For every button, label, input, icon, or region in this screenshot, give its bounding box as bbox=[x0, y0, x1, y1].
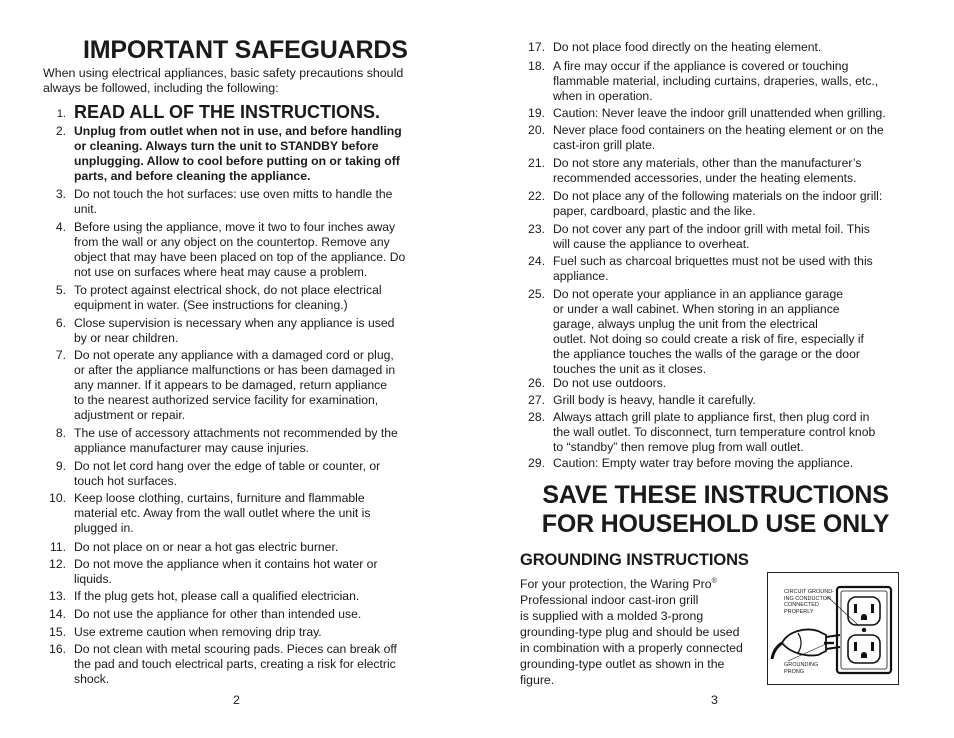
item-line: plugged in. bbox=[74, 521, 134, 535]
item-number: 26. bbox=[528, 376, 545, 390]
figure-label-line: GROUNDING bbox=[784, 662, 819, 668]
slot bbox=[854, 604, 857, 613]
slot bbox=[871, 642, 874, 651]
item-line: Close supervision is necessary when any appliance is used bbox=[74, 316, 395, 330]
item-number: 14. bbox=[49, 607, 66, 621]
item-line: Do not clean with metal scouring pads. Pieces can break off bbox=[74, 642, 397, 656]
item-line: unit. bbox=[74, 202, 98, 216]
figure-label-grounding-prong bbox=[784, 662, 818, 675]
grounding-line: For your protection, the Waring Pro bbox=[520, 577, 712, 592]
receptacle-top bbox=[848, 597, 880, 625]
item-text bbox=[553, 40, 821, 55]
item-line: Do not operate any appliance with a damaged cord or plug, bbox=[74, 348, 394, 362]
item-number: 5. bbox=[55, 283, 66, 297]
item-line: garage, always unplug the unit from the electrical bbox=[553, 317, 818, 331]
item-number: 13. bbox=[49, 589, 66, 603]
item-text bbox=[74, 557, 378, 587]
item-number: 3. bbox=[55, 187, 66, 201]
item-text bbox=[553, 376, 666, 391]
item-line: to the nearest authorized service facility for examination, bbox=[74, 393, 379, 407]
item-text bbox=[74, 348, 395, 423]
item-line: Before using the appliance, move it two to four inches away bbox=[74, 220, 396, 234]
item-line: the appliance touches the walls of the garage or the door bbox=[553, 347, 860, 361]
save-instructions-heading bbox=[477, 481, 954, 539]
page-title: IMPORTANT SAFEGUARDS bbox=[83, 36, 408, 64]
item-line: or under a wall cabinet. When storing in an appliance bbox=[553, 302, 840, 316]
item-line: appliance manufacturer may cause injuries. bbox=[74, 441, 310, 455]
item-text bbox=[74, 607, 361, 622]
item-line: parts, and before cleaning the appliance. bbox=[74, 169, 311, 183]
plate-screw bbox=[862, 628, 866, 632]
item-line: Do not cover any part of the indoor grill with metal foil. This bbox=[553, 222, 870, 236]
item-line: outlet. Not doing so could create a risk of fire, especially if bbox=[553, 332, 864, 346]
item-text bbox=[553, 456, 853, 471]
ground-hole bbox=[861, 652, 867, 658]
item-line: Do not let cord hang over the edge of table or counter, or bbox=[74, 459, 381, 473]
item-number: 28. bbox=[528, 410, 545, 424]
item-text bbox=[553, 59, 878, 104]
item-line: Do not move the appliance when it contains hot water or bbox=[74, 557, 378, 571]
item-line: The use of accessory attachments not recommended by the bbox=[74, 426, 398, 440]
item-line: the wall outlet. To disconnect, turn temperature control knob bbox=[553, 425, 876, 439]
item-text bbox=[74, 124, 402, 184]
item-number: 10. bbox=[49, 491, 66, 505]
item-line: or after the appliance malfunctions or has been damaged in bbox=[74, 363, 396, 377]
figure-label-line: ING CONDUCTOR bbox=[784, 595, 831, 602]
item-number: 8. bbox=[55, 426, 66, 440]
item-line: material etc. Away from the wall outlet where the unit is bbox=[74, 506, 371, 520]
item-text bbox=[553, 189, 882, 219]
item-text bbox=[74, 283, 382, 313]
item-number: 18. bbox=[528, 59, 545, 73]
registered-mark: ® bbox=[711, 578, 717, 585]
item-number: 12. bbox=[49, 557, 66, 571]
item-number: 6. bbox=[55, 316, 66, 330]
item-line: paper, cardboard, plastic and the like. bbox=[553, 204, 756, 218]
item-line: Fuel such as charcoal briquettes must not be used with this bbox=[553, 254, 873, 268]
item-number: 22. bbox=[528, 189, 545, 203]
item-number: 27. bbox=[528, 393, 545, 407]
grounding-line: is supplied with a molded 3-prong bbox=[520, 609, 704, 624]
item-line: touch hot surfaces. bbox=[74, 474, 177, 488]
page-right bbox=[477, 0, 954, 738]
item-text bbox=[553, 222, 870, 252]
item-line: to “standby” then remove plug from wall outlet. bbox=[553, 440, 804, 454]
plug-body bbox=[782, 630, 826, 656]
item-text bbox=[74, 589, 359, 604]
item-text bbox=[74, 459, 380, 489]
grounding-text bbox=[520, 574, 770, 688]
item-line: Do not operate your appliance in an appliance garage bbox=[553, 287, 844, 301]
item-line: Caution: Never leave the indoor grill unattended when grilling. bbox=[553, 106, 886, 120]
item-line: Never place food containers on the heating element or on the bbox=[553, 123, 884, 137]
figure-label-line: PRONG bbox=[784, 668, 805, 675]
item-line: by or near children. bbox=[74, 331, 179, 345]
item-number: 29. bbox=[528, 456, 545, 470]
page-number: 3 bbox=[711, 693, 718, 707]
item-text bbox=[74, 491, 370, 536]
item-text bbox=[553, 156, 861, 186]
item-line: Grill body is heavy, handle it carefully. bbox=[553, 393, 756, 407]
item-number: 16. bbox=[49, 642, 66, 656]
item-line: cast-iron grill plate. bbox=[553, 138, 656, 152]
item-line: READ ALL OF THE INSTRUCTIONS. bbox=[74, 102, 380, 122]
item-line: equipment in water. (See instructions for cleaning.) bbox=[74, 298, 348, 312]
figure-label-line: CIRCUIT GROUND- bbox=[784, 589, 835, 595]
item-text bbox=[74, 642, 397, 687]
item-number: 4. bbox=[55, 220, 66, 234]
grounding-heading: GROUNDING INSTRUCTIONS bbox=[520, 551, 749, 569]
item-number: 25. bbox=[528, 287, 545, 301]
item-line: Always attach grill plate to appliance first, then plug cord in bbox=[553, 410, 870, 424]
item-text bbox=[74, 220, 405, 280]
page-number: 2 bbox=[233, 693, 240, 707]
intro-text: When using electrical appliances, basic safety precautions should always be followed, including the following: bbox=[43, 66, 404, 95]
item-number: 19. bbox=[528, 106, 545, 120]
grounding-line: in combination with a properly connected bbox=[520, 641, 743, 656]
item-line: To protect against electrical shock, do not place electrical bbox=[74, 283, 382, 297]
item-line: Do not place food directly on the heating element. bbox=[553, 40, 822, 54]
item-line: Do not place any of the following materials on the indoor grill: bbox=[553, 189, 883, 203]
figure-label-line: PROPERLY bbox=[784, 608, 814, 615]
item-number: 17. bbox=[528, 40, 545, 54]
figure-label-conductor bbox=[784, 589, 834, 615]
item-line: when in operation. bbox=[553, 89, 653, 103]
item-text bbox=[553, 106, 886, 121]
item-number: 7. bbox=[55, 348, 66, 362]
item-line: from the wall or any object on the countertop. Remove any bbox=[74, 235, 390, 249]
item-number: 1. bbox=[56, 108, 66, 120]
item-line: any manner. If it appears to be damaged, return appliance bbox=[74, 378, 388, 392]
item-line: not use on surfaces where heat may cause a problem. bbox=[74, 265, 368, 279]
item-line: Keep loose clothing, curtains, furniture and flammable bbox=[74, 491, 365, 505]
plug-cord bbox=[772, 643, 782, 659]
item-line: Do not place on or near a hot gas electric burner. bbox=[74, 540, 339, 554]
item-line: Unplug from outlet when not in use, and before handling bbox=[74, 124, 402, 138]
grounding-line: grounding-type outlet as shown in the bbox=[520, 657, 725, 672]
item-line: appliance. bbox=[553, 269, 609, 283]
item-text bbox=[74, 426, 398, 456]
item-text bbox=[74, 625, 322, 640]
item-text bbox=[553, 254, 873, 284]
item-text bbox=[74, 316, 394, 346]
slot bbox=[854, 642, 857, 651]
save-line-2: FOR HOUSEHOLD USE ONLY bbox=[541, 510, 890, 538]
item-text bbox=[74, 540, 338, 555]
item-line: A fire may occur if the appliance is covered or touching bbox=[553, 59, 849, 73]
item-line: Do not touch the hot surfaces: use oven mitts to handle the bbox=[74, 187, 393, 201]
item-text bbox=[553, 287, 864, 377]
item-line: or cleaning. Always turn the unit to STANDBY before bbox=[74, 139, 379, 153]
item-line: Do not store any materials, other than the manufacturer’s bbox=[553, 156, 862, 170]
grounding-line: figure. bbox=[520, 673, 555, 688]
item-line: will cause the appliance to overheat. bbox=[553, 237, 750, 251]
receptacle-bottom bbox=[848, 635, 880, 663]
item-text bbox=[553, 393, 756, 408]
item-line: Use extreme caution when removing drip tray. bbox=[74, 625, 322, 639]
figure-label-line: CONNECTED bbox=[784, 602, 819, 608]
item-line: If the plug gets hot, please call a qualified electrician. bbox=[74, 589, 360, 603]
item-number: 2. bbox=[55, 124, 66, 138]
item-number: 9. bbox=[55, 459, 66, 473]
grounding-line: grounding-type plug and should be used bbox=[520, 625, 740, 640]
item-line: liquids. bbox=[74, 572, 112, 586]
item-number: 21. bbox=[528, 156, 545, 170]
item-line: flammable material, including curtains, draperies, walls, etc., bbox=[553, 74, 879, 88]
item-number: 11. bbox=[49, 540, 66, 554]
item-text bbox=[553, 123, 884, 153]
grounding-outlet-figure bbox=[767, 572, 899, 685]
item-line: the pad and touch electrical parts, creating a risk for electric bbox=[74, 657, 396, 671]
item-line: Caution: Empty water tray before moving the appliance. bbox=[553, 456, 854, 470]
item-line: Do not use the appliance for other than intended use. bbox=[74, 607, 362, 621]
item-line: recommended accessories, under the heating elements. bbox=[553, 171, 857, 185]
item-line: shock. bbox=[74, 672, 110, 686]
item-number: 23. bbox=[528, 222, 545, 236]
ground-hole bbox=[861, 614, 867, 620]
save-line-1: SAVE THESE INSTRUCTIONS bbox=[542, 481, 889, 509]
item-number: 20. bbox=[528, 123, 545, 137]
item-line: unplugging. Allow to cool before putting on or taking off bbox=[74, 154, 400, 168]
item-line: object that may have been placed on top of the appliance. Do bbox=[74, 250, 406, 264]
item-line: Do not use outdoors. bbox=[553, 376, 667, 390]
item-text bbox=[74, 187, 392, 217]
item-number: 24. bbox=[528, 254, 545, 268]
grounding-line: Professional indoor cast-iron grill bbox=[520, 593, 699, 608]
slot bbox=[871, 604, 874, 613]
item-text bbox=[553, 410, 875, 455]
item-number: 15. bbox=[49, 625, 66, 639]
item-text bbox=[74, 102, 380, 122]
item-line: adjustment or repair. bbox=[74, 408, 186, 422]
item-line: touches the unit as it closes. bbox=[553, 362, 707, 376]
